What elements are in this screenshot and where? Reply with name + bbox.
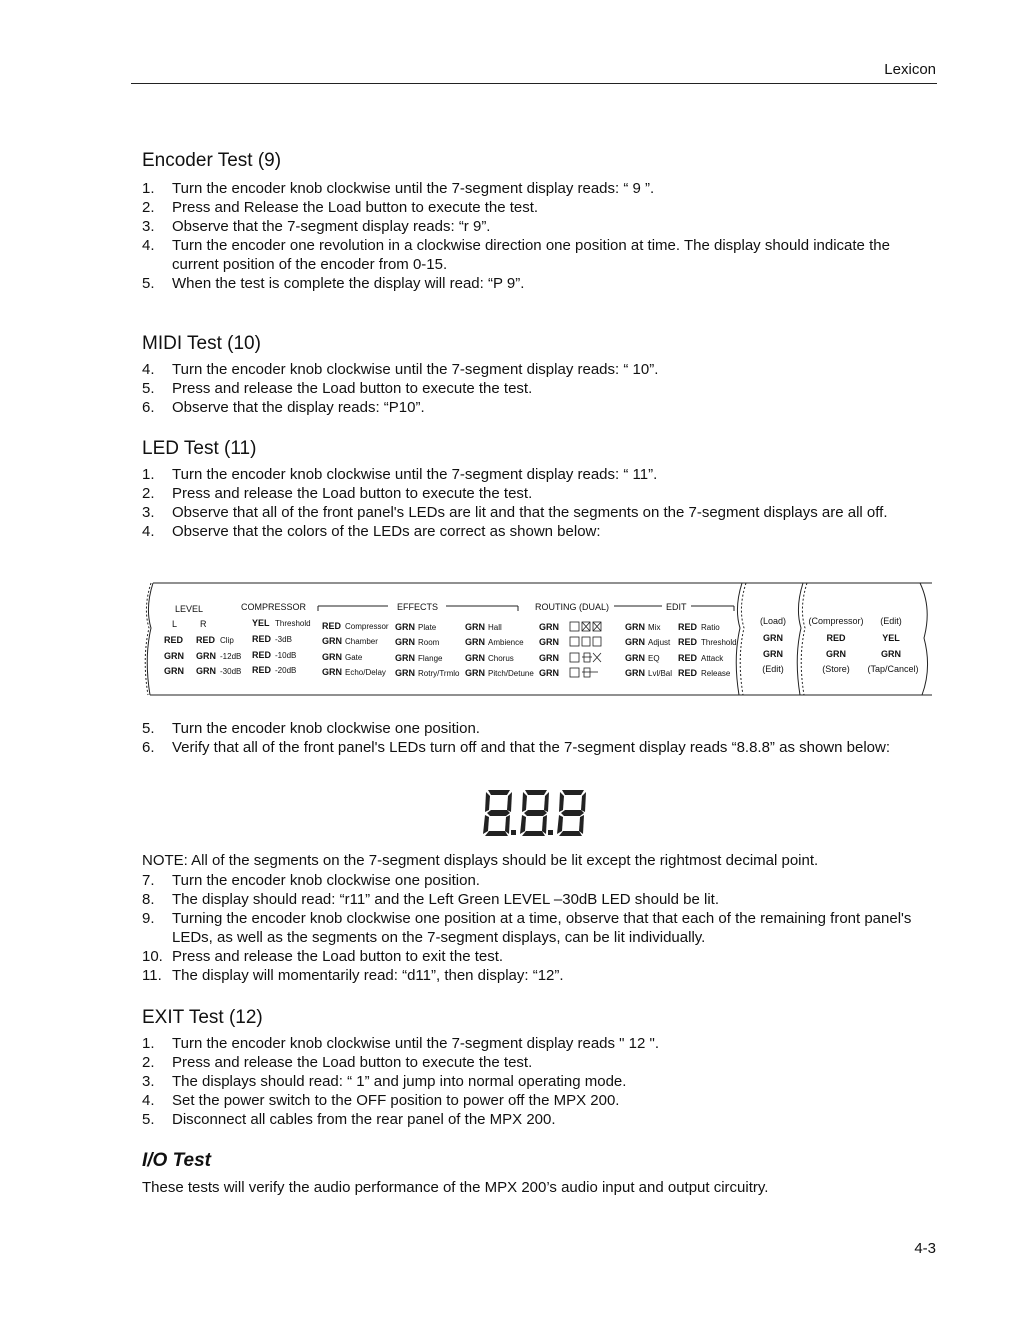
compressor-led: RED bbox=[252, 650, 272, 660]
edit-led: GRN bbox=[625, 637, 645, 647]
led-test-steps-b bbox=[142, 719, 927, 757]
load-group-top: (Load) bbox=[759, 616, 787, 626]
step-text: Observe that the colors of the LEDs are correct as shown below: bbox=[172, 523, 601, 540]
step-item bbox=[142, 236, 927, 274]
step-text: Observe that the display reads: “P10”. bbox=[172, 399, 425, 416]
level-led-label: -30dB bbox=[220, 667, 242, 676]
level-section bbox=[164, 604, 241, 676]
step-item bbox=[142, 217, 927, 236]
step-item bbox=[142, 871, 927, 890]
edit-led: RED bbox=[678, 668, 698, 678]
io-test-heading: I/O Test bbox=[142, 1150, 211, 1171]
edit-led-label: Ratio bbox=[701, 623, 720, 632]
digit-1 bbox=[483, 790, 512, 836]
load-group-bottom: (Edit) bbox=[762, 664, 784, 674]
edit-led: RED bbox=[678, 653, 698, 663]
effects-led-label: Room bbox=[418, 638, 440, 647]
level-right-led: RED bbox=[196, 635, 216, 645]
comp-group-led: GRN bbox=[826, 649, 846, 659]
step-text: Press and release the Load button to exit the test. bbox=[172, 948, 504, 965]
step-number: 3. bbox=[142, 1073, 155, 1090]
effects-led: GRN bbox=[395, 668, 415, 678]
edit-tap-group bbox=[867, 616, 918, 674]
effects-led: GRN bbox=[465, 622, 485, 632]
effects-led: GRN bbox=[465, 668, 485, 678]
step-item bbox=[142, 1053, 927, 1072]
step-item bbox=[142, 360, 927, 379]
level-left-led: GRN bbox=[164, 666, 184, 676]
edit-led-label: EQ bbox=[648, 654, 660, 663]
step-item bbox=[142, 947, 927, 966]
step-item bbox=[142, 522, 927, 541]
led-test-heading: LED Test (11) bbox=[142, 438, 257, 459]
step-number: 2. bbox=[142, 485, 155, 502]
midi-test-heading: MIDI Test (10) bbox=[142, 333, 261, 354]
step-number: 7. bbox=[142, 872, 155, 889]
effects-led-label: Chorus bbox=[488, 654, 514, 663]
effects-led-label: Gate bbox=[345, 653, 363, 662]
step-number: 1. bbox=[142, 1035, 155, 1052]
edit-led-label: Mix bbox=[648, 623, 661, 632]
load-button-group bbox=[760, 616, 786, 674]
effects-led: GRN bbox=[465, 653, 485, 663]
step-item bbox=[142, 179, 927, 198]
routing-led: GRN bbox=[539, 668, 559, 678]
edit-led-label: Threshold bbox=[701, 638, 737, 647]
step-text: The display will momentarily read: “d11”, then display: “12”. bbox=[172, 967, 564, 984]
header-rule bbox=[131, 83, 937, 84]
edit-led: GRN bbox=[625, 622, 645, 632]
decimal-point-2 bbox=[548, 830, 553, 835]
step-number: 6. bbox=[142, 739, 155, 756]
level-r-label: R bbox=[200, 619, 207, 629]
edit-group-top: (Edit) bbox=[880, 616, 902, 626]
level-led-label: -12dB bbox=[220, 652, 242, 661]
compressor-section bbox=[241, 602, 311, 675]
step-number: 4. bbox=[142, 1092, 155, 1109]
edit-led-label: Release bbox=[701, 669, 731, 678]
step-text: Press and release the Load button to execute the test. bbox=[172, 1054, 533, 1071]
step-item bbox=[142, 503, 927, 522]
effects-led-label: Chamber bbox=[345, 637, 378, 646]
compressor-title: COMPRESSOR bbox=[241, 602, 307, 612]
compressor-led: RED bbox=[252, 665, 272, 675]
step-number: 4. bbox=[142, 237, 155, 254]
led-test-note: NOTE: All of the segments on the 7-segment displays should be lit except the rightmost decimal point. bbox=[142, 852, 819, 869]
step-number: 5. bbox=[142, 1111, 155, 1128]
io-test-description: These tests will verify the audio performance of the MPX 200’s audio input and output circuitry. bbox=[142, 1179, 769, 1196]
effects-led-label: Flange bbox=[418, 654, 443, 663]
step-text: Press and release the Load button to execute the test. bbox=[172, 485, 533, 502]
digit-2 bbox=[520, 790, 549, 836]
header-brand: Lexicon bbox=[884, 61, 936, 78]
step-text: Press and Release the Load button to execute the test. bbox=[172, 199, 539, 216]
step-text: Turn the encoder knob clockwise until the 7-segment display reads: “ 11”. bbox=[172, 466, 658, 483]
edit-led: RED bbox=[678, 622, 698, 632]
level-right-led: GRN bbox=[196, 666, 216, 676]
step-text: Disconnect all cables from the rear panel of the MPX 200. bbox=[172, 1111, 556, 1128]
step-text: Observe that all of the front panel's LEDs are lit and that the segments on the 7-segment displays are all off. bbox=[172, 504, 888, 521]
step-number: 6. bbox=[142, 399, 155, 416]
edit-group-led: GRN bbox=[881, 649, 901, 659]
level-title: LEVEL bbox=[175, 604, 204, 614]
step-item bbox=[142, 909, 927, 947]
step-number: 8. bbox=[142, 891, 155, 908]
level-left-led: GRN bbox=[164, 651, 184, 661]
effects-led-label: Pitch/Detune bbox=[488, 669, 534, 678]
effects-led: GRN bbox=[395, 637, 415, 647]
step-number: 9. bbox=[142, 910, 155, 927]
edit-led: RED bbox=[678, 637, 698, 647]
step-text: Press and release the Load button to execute the test. bbox=[172, 380, 533, 397]
comp-group-led: RED bbox=[826, 633, 846, 643]
edit-led: GRN bbox=[625, 668, 645, 678]
effects-led: GRN bbox=[322, 636, 342, 646]
routing-led: GRN bbox=[539, 637, 559, 647]
edit-group-bottom: (Tap/Cancel) bbox=[867, 664, 919, 674]
level-right-led: GRN bbox=[196, 651, 216, 661]
step-text: Turning the encoder knob clockwise one position at a time, observe that that each of the remaining front panel's LEDs, as well as the segments on the 7-segment displays, can be lit individually. bbox=[172, 910, 912, 946]
edit-title: EDIT bbox=[666, 602, 687, 612]
step-text: Turn the encoder knob clockwise one position. bbox=[172, 872, 480, 889]
level-l-label: L bbox=[172, 619, 178, 629]
effects-led: GRN bbox=[322, 652, 342, 662]
effects-led: GRN bbox=[395, 622, 415, 632]
load-group-led: GRN bbox=[763, 633, 783, 643]
led-test-steps-a bbox=[142, 465, 927, 541]
exit-test-heading: EXIT Test (12) bbox=[142, 1007, 263, 1028]
step-number: 5. bbox=[142, 720, 155, 737]
step-number: 5. bbox=[142, 380, 155, 397]
edit-led-label: Attack bbox=[701, 654, 724, 663]
compressor-led-label: Threshold bbox=[275, 619, 311, 628]
routing-led: GRN bbox=[539, 653, 559, 663]
step-number: 1. bbox=[142, 466, 155, 483]
encoder-test-steps bbox=[142, 179, 927, 293]
step-item bbox=[142, 465, 927, 484]
effects-led-label: Plate bbox=[418, 623, 437, 632]
step-number: 10. bbox=[142, 948, 163, 965]
effects-led-label: Echo/Delay bbox=[345, 668, 386, 677]
routing-section bbox=[535, 602, 609, 678]
seven-segment-display bbox=[480, 788, 592, 838]
step-number: 3. bbox=[142, 504, 155, 521]
compressor-store-group bbox=[808, 616, 863, 674]
load-group-led: GRN bbox=[763, 649, 783, 659]
step-text: Turn the encoder knob clockwise until the 7-segment display reads: “ 9 ”. bbox=[172, 180, 655, 197]
edit-led: GRN bbox=[625, 653, 645, 663]
step-text: Turn the encoder one revolution in a clockwise direction one position at time. The display should indicate the current position of the encoder from 0-15. bbox=[172, 237, 890, 273]
effects-led-label: Compressor bbox=[345, 622, 389, 631]
step-item bbox=[142, 398, 927, 417]
step-item bbox=[142, 719, 927, 738]
step-number: 3. bbox=[142, 218, 155, 235]
led-test-steps-c bbox=[142, 871, 927, 985]
effects-led: GRN bbox=[465, 637, 485, 647]
step-number: 5. bbox=[142, 275, 155, 292]
compressor-led-label: -3dB bbox=[275, 635, 292, 644]
effects-led: GRN bbox=[322, 667, 342, 677]
step-number: 1. bbox=[142, 180, 155, 197]
decimal-point-1 bbox=[511, 830, 516, 835]
step-text: The display should read: “r11” and the Left Green LEVEL –30dB LED should be lit. bbox=[172, 891, 720, 908]
step-number: 11. bbox=[142, 967, 162, 984]
effects-led-label: Hall bbox=[488, 623, 502, 632]
exit-test-steps bbox=[142, 1034, 927, 1129]
compressor-led-label: -10dB bbox=[275, 651, 297, 660]
comp-group-top: (Compressor) bbox=[808, 616, 864, 626]
step-number: 2. bbox=[142, 199, 155, 216]
routing-led: GRN bbox=[539, 622, 559, 632]
step-number: 2. bbox=[142, 1054, 155, 1071]
step-text: The displays should read: “ 1” and jump into normal operating mode. bbox=[172, 1073, 627, 1090]
step-text: Turn the encoder knob clockwise one position. bbox=[172, 720, 480, 737]
digit-3 bbox=[557, 790, 586, 836]
edit-led-label: Lvl/Bal bbox=[648, 669, 673, 678]
step-item bbox=[142, 1091, 927, 1110]
step-item bbox=[142, 1072, 927, 1091]
level-led-label: Clip bbox=[220, 636, 234, 645]
step-item bbox=[142, 890, 927, 909]
effects-led: GRN bbox=[395, 653, 415, 663]
effects-section bbox=[322, 602, 534, 678]
step-item bbox=[142, 1034, 927, 1053]
level-left-led: RED bbox=[164, 635, 184, 645]
midi-test-steps bbox=[142, 360, 927, 417]
front-panel-led-diagram bbox=[142, 578, 932, 698]
step-number: 4. bbox=[142, 361, 155, 378]
step-text: Turn the encoder knob clockwise until the 7-segment display reads " 12 ". bbox=[172, 1035, 660, 1052]
step-item bbox=[142, 379, 927, 398]
routing-title: ROUTING (DUAL) bbox=[535, 602, 609, 612]
effects-title: EFFECTS bbox=[397, 602, 439, 612]
edit-led-label: Adjust bbox=[648, 638, 671, 647]
step-item bbox=[142, 966, 927, 985]
step-text: Verify that all of the front panel's LEDs turn off and that the 7-segment display reads “8.8.8” as shown below: bbox=[172, 739, 890, 756]
encoder-test-heading: Encoder Test (9) bbox=[142, 150, 282, 171]
step-text: Set the power switch to the OFF position to power off the MPX 200. bbox=[172, 1092, 620, 1109]
compressor-led: RED bbox=[252, 634, 272, 644]
effects-led-label: Ambience bbox=[488, 638, 524, 647]
comp-group-bottom: (Store) bbox=[822, 664, 850, 674]
edit-section bbox=[625, 602, 737, 678]
step-text: Turn the encoder knob clockwise until the 7-segment display reads: “ 10”. bbox=[172, 361, 659, 378]
edit-group-led: YEL bbox=[882, 633, 900, 643]
step-item bbox=[142, 738, 927, 757]
step-item bbox=[142, 484, 927, 503]
step-text: Observe that the 7-segment display reads: “r 9”. bbox=[172, 218, 491, 235]
step-item bbox=[142, 198, 927, 217]
step-number: 4. bbox=[142, 523, 155, 540]
compressor-led-label: -20dB bbox=[275, 666, 297, 675]
effects-led-label: Rotry/Trmlo bbox=[418, 669, 460, 678]
page-number: 4-3 bbox=[914, 1240, 936, 1257]
step-text: When the test is complete the display will read: “P 9”. bbox=[172, 275, 525, 292]
step-item bbox=[142, 274, 927, 293]
effects-led: RED bbox=[322, 621, 342, 631]
routing-glyphs bbox=[570, 622, 601, 677]
compressor-led: YEL bbox=[252, 618, 270, 628]
step-item bbox=[142, 1110, 927, 1129]
